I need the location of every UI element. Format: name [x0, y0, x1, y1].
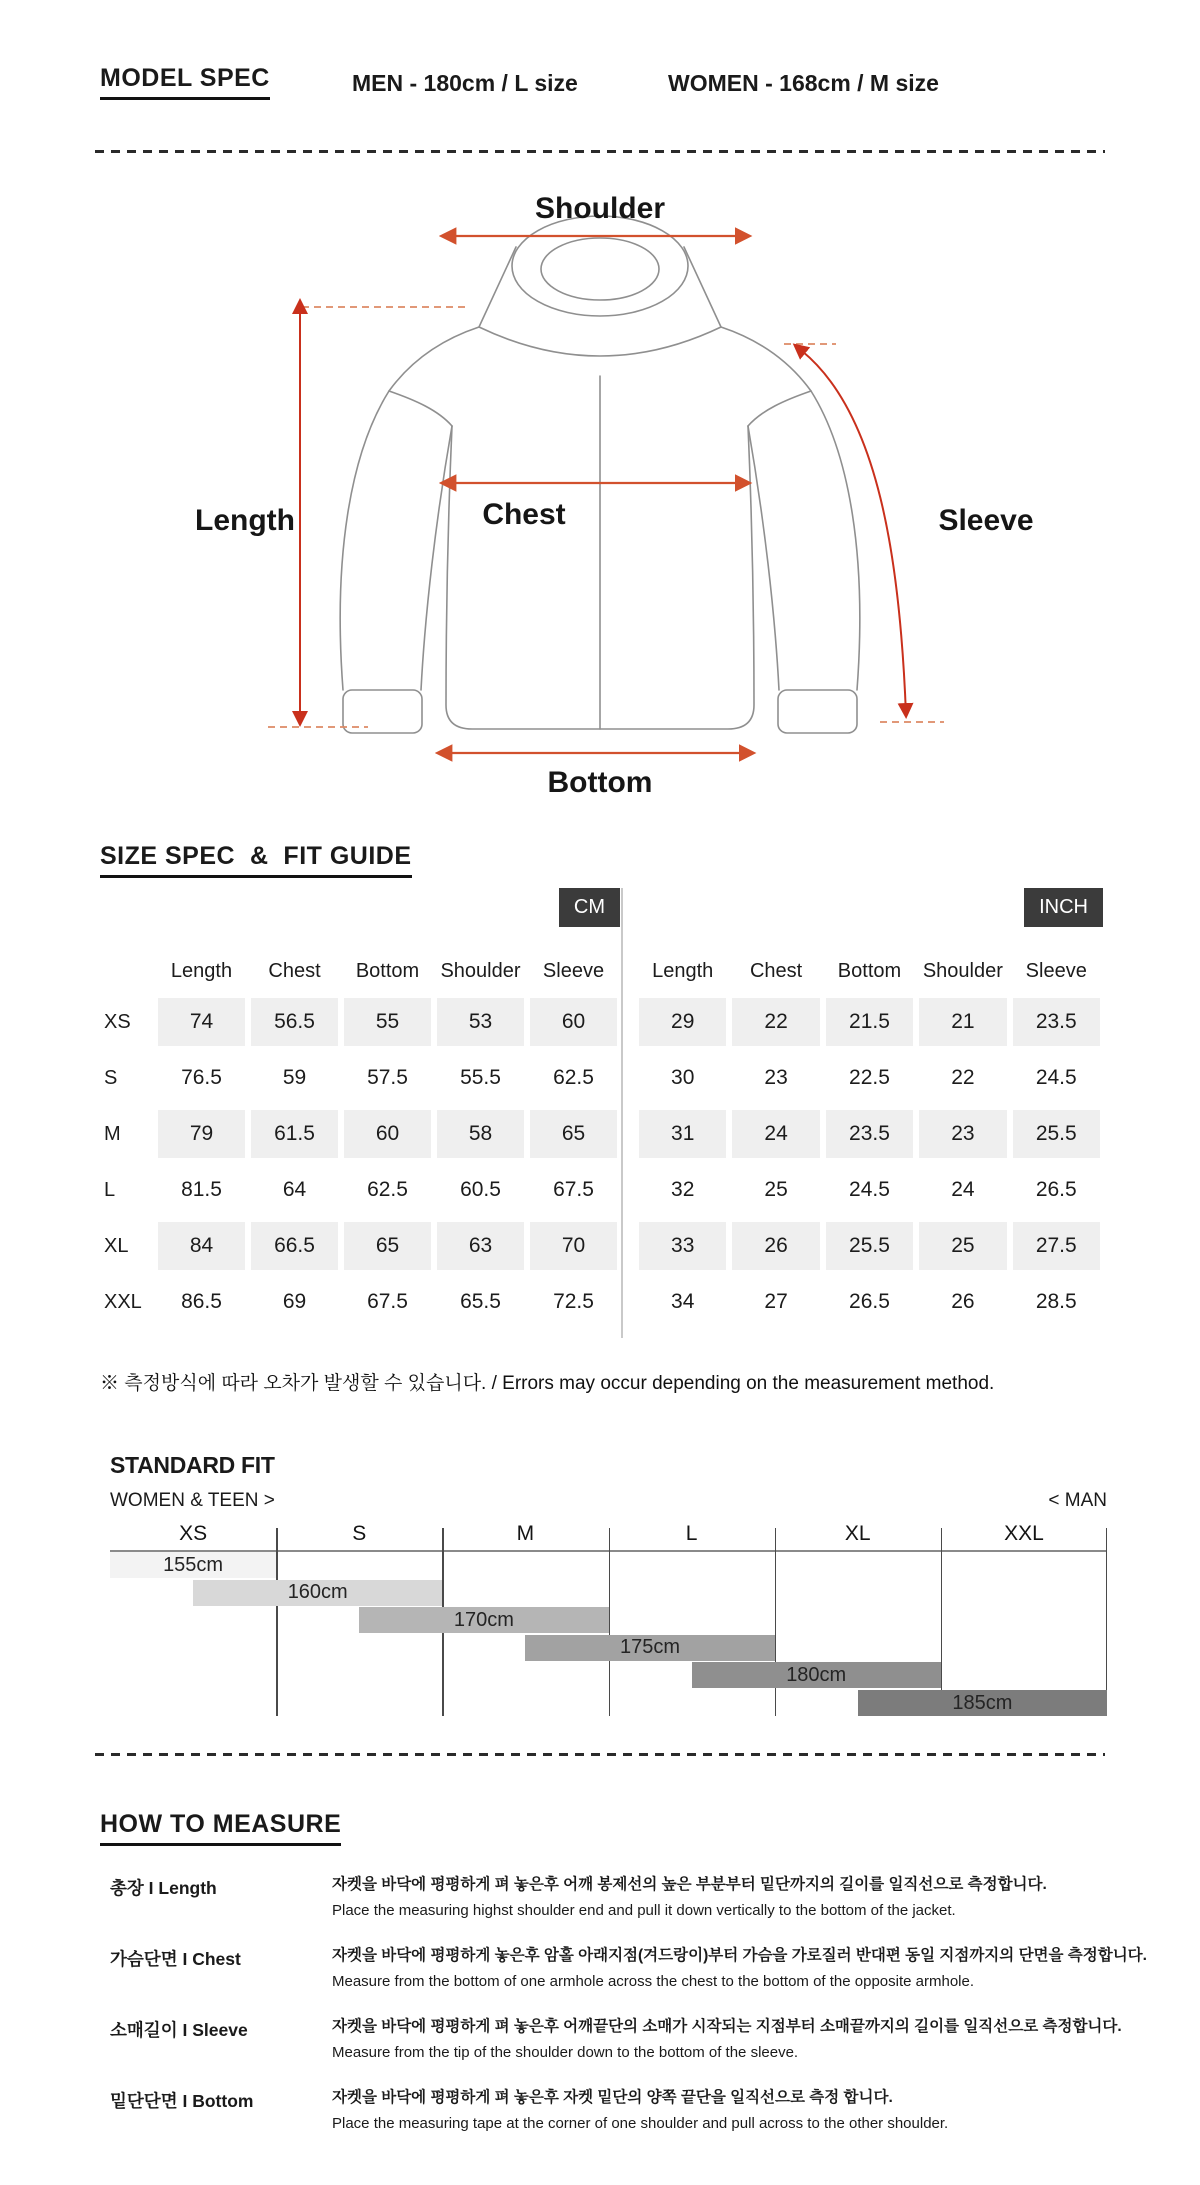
cell-value: 60 [344, 1110, 431, 1158]
cell-value: 60.5 [460, 1178, 501, 1201]
cell-value: 60 [530, 998, 617, 1046]
how-to-measure-title: HOW TO MEASURE [100, 1810, 341, 1846]
table-cell [527, 1106, 620, 1162]
cell-value: 27 [764, 1290, 788, 1313]
cell-value: 57.5 [367, 1066, 408, 1089]
table-row [100, 1050, 620, 1106]
table-cell [434, 1218, 527, 1274]
table-cell [248, 1218, 341, 1274]
men-spec: MEN - 180cm / L size [352, 70, 578, 96]
table-cell [823, 1162, 916, 1218]
table-cell [527, 1218, 620, 1274]
table-row [100, 1162, 620, 1218]
size-label: L [104, 1178, 116, 1201]
table-cell [729, 1050, 822, 1106]
fit-size-label: XL [844, 1522, 871, 1545]
cell-value: 55.5 [460, 1066, 501, 1089]
table-cell [341, 1274, 434, 1330]
cell-value: 25.5 [1013, 1110, 1100, 1158]
cell-value: 61.5 [251, 1110, 338, 1158]
model-spec-header [100, 64, 270, 100]
fit-bar-label: 180cm [786, 1663, 847, 1686]
inch-table-body [636, 994, 1103, 1330]
inch-unit-badge: INCH [1024, 888, 1103, 927]
cell-value: 23 [919, 1110, 1006, 1158]
column-header: Bottom [355, 959, 420, 982]
table-row [100, 1106, 620, 1162]
cell-value: 67.5 [553, 1178, 594, 1201]
column-header: Shoulder [440, 959, 521, 982]
table-cell [1010, 1106, 1103, 1162]
table-cell [155, 1106, 248, 1162]
table-cell [341, 1050, 434, 1106]
cell-value: 72.5 [553, 1290, 594, 1313]
cell-value: 22.5 [849, 1066, 890, 1089]
table-cell [823, 1218, 916, 1274]
table-cell [1010, 1218, 1103, 1274]
table-cell [729, 1218, 822, 1274]
measure-row-sleeve [110, 2014, 1190, 2066]
table-cell [248, 1050, 341, 1106]
measure-label: 가슴단면 I Chest [110, 1948, 241, 1969]
column-header: Length [652, 959, 714, 982]
cell-value: 55 [344, 998, 431, 1046]
measure-label: 밑단단면 I Bottom [110, 2090, 254, 2111]
cell-value: 26.5 [849, 1290, 890, 1313]
cm-badge-row [100, 888, 620, 948]
cell-value: 23.5 [1013, 998, 1100, 1046]
table-cell [636, 1050, 729, 1106]
size-label: XS [104, 1010, 131, 1033]
jacket-measure-diagram [100, 178, 1100, 818]
cell-value: 53 [437, 998, 524, 1046]
table-row [636, 1050, 1103, 1106]
measure-guide [110, 1872, 1190, 2155]
table-cell [527, 1050, 620, 1106]
measure-ko-text: 자켓을 바닥에 평평하게 펴 놓은후 어깨끝단의 소매가 시작되는 지점부터 소매끝까지의 길이를 일직선으로 측정합니다. [332, 2017, 1122, 2035]
cell-value: 26 [732, 1222, 819, 1270]
measure-label: 소매길이 I Sleeve [110, 2019, 248, 2040]
table-cell [916, 1218, 1009, 1274]
table-cell [729, 1274, 822, 1330]
cell-value: 25 [919, 1222, 1006, 1270]
fit-bar [110, 1552, 276, 1578]
table-cell [823, 1106, 916, 1162]
cell-value: 25.5 [826, 1222, 913, 1270]
table-cell [823, 1274, 916, 1330]
table-cell [248, 1106, 341, 1162]
bottom-label: Bottom [547, 766, 653, 799]
cell-value: 86.5 [181, 1290, 222, 1313]
table-row [636, 1162, 1103, 1218]
cell-value: 24.5 [1035, 1066, 1077, 1089]
table-cell [155, 994, 248, 1050]
cell-value: 31 [639, 1110, 726, 1158]
size-spec-heading-wrap [100, 842, 412, 878]
measure-row-length [110, 1872, 1190, 1924]
fit-size-label: XS [179, 1522, 208, 1545]
how-to-measure-heading-wrap [100, 1810, 341, 1846]
table-cell [729, 1106, 822, 1162]
table-cell [341, 1106, 434, 1162]
cell-value: 66.5 [251, 1222, 338, 1270]
table-cell [1010, 1162, 1103, 1218]
jacket-outline [340, 216, 860, 733]
size-spec-title: SIZE SPEC & FIT GUIDE [100, 842, 412, 878]
table-cell [1010, 994, 1103, 1050]
measure-annotations [195, 192, 1034, 799]
corner-cell [100, 948, 155, 994]
cell-value: 21 [919, 998, 1006, 1046]
fit-bar-label: 170cm [453, 1608, 514, 1631]
table-row [100, 994, 620, 1050]
cell-value: 84 [158, 1222, 245, 1270]
measure-row-bottom [110, 2085, 1190, 2137]
fit-size-label: L [685, 1522, 698, 1545]
inch-table-head [636, 948, 1103, 994]
table-cell [434, 1274, 527, 1330]
table-cell [636, 1218, 729, 1274]
cell-value: 33 [639, 1222, 726, 1270]
cell-value: 62.5 [553, 1066, 594, 1089]
table-row [636, 994, 1103, 1050]
women-spec: WOMEN - 168cm / M size [668, 70, 939, 96]
cell-value: 76.5 [181, 1066, 222, 1089]
cell-value: 24 [732, 1110, 819, 1158]
table-cell [823, 994, 916, 1050]
column-header: Sleeve [1025, 959, 1087, 982]
length-label: Length [195, 504, 295, 537]
cm-table-head [100, 948, 620, 994]
table-cell [341, 1162, 434, 1218]
table-cell [527, 994, 620, 1050]
inch-badge-row [636, 888, 1103, 948]
column-header: Bottom [837, 959, 902, 982]
cell-value: 74 [158, 998, 245, 1046]
fit-grid-line [941, 1528, 943, 1716]
fit-bar [193, 1580, 442, 1606]
table-cell [916, 1106, 1009, 1162]
column-header: Shoulder [922, 959, 1003, 982]
fit-bar-label: 185cm [952, 1691, 1013, 1714]
table-row [636, 1106, 1103, 1162]
measurement-note: ※ 측정방식에 따라 오차가 발생할 수 있습니다. / Errors may occur depending on the measurement method. [100, 1373, 995, 1394]
table-row [636, 1274, 1103, 1330]
cell-value: 58 [437, 1110, 524, 1158]
cell-value: 22 [951, 1066, 975, 1089]
cell-value: 63 [437, 1222, 524, 1270]
table-cell [823, 1050, 916, 1106]
fit-right-label: < MAN [1048, 1490, 1107, 1511]
cell-value: 79 [158, 1110, 245, 1158]
measure-en-text: Place the measuring highst shoulder end and pull it down vertically to the bottom of the jacket. [332, 1902, 956, 1920]
size-label: M [104, 1122, 121, 1145]
model-spec-title: MODEL SPEC [100, 64, 270, 100]
cell-value: 81.5 [181, 1178, 222, 1201]
column-header: Chest [268, 959, 321, 982]
cell-value: 65 [344, 1222, 431, 1270]
size-label: XL [104, 1234, 129, 1257]
fit-left-label: WOMEN & TEEN > [110, 1490, 275, 1511]
cell-value: 26.5 [1035, 1178, 1077, 1201]
table-cell [636, 1162, 729, 1218]
measure-label: 총장 I Length [110, 1878, 217, 1898]
cell-value: 25 [764, 1178, 788, 1201]
cell-value: 34 [671, 1290, 695, 1313]
table-row [100, 1218, 620, 1274]
fit-bar [359, 1607, 608, 1633]
cell-value: 30 [671, 1066, 695, 1089]
fit-grid-line [276, 1528, 278, 1716]
measure-row-chest [110, 1943, 1190, 1995]
cell-value: 70 [530, 1222, 617, 1270]
table-cell [155, 1050, 248, 1106]
fit-bar [525, 1635, 774, 1661]
table-cell [248, 994, 341, 1050]
sleeve-arrow [802, 351, 906, 715]
table-cell [434, 994, 527, 1050]
fit-size-label: S [352, 1522, 367, 1545]
table-cell [916, 1162, 1009, 1218]
table-cell [248, 1162, 341, 1218]
cell-value: 21.5 [826, 998, 913, 1046]
cell-value: 65.5 [460, 1290, 501, 1313]
table-cell [1010, 1274, 1103, 1330]
table-vertical-divider [621, 888, 623, 1338]
measure-en-text: Measure from the tip of the shoulder down to the bottom of the sleeve. [332, 2044, 799, 2062]
fit-size-label: XXL [1004, 1522, 1044, 1545]
cm-table [100, 888, 620, 1330]
table-cell [1010, 1050, 1103, 1106]
measure-ko-text: 자켓을 바닥에 평평하게 펴 놓은후 어깨 봉제선의 높은 부분부터 밑단까지의 길이를 일직선으로 측정합니다. [332, 1876, 1047, 1893]
table-cell [341, 1218, 434, 1274]
measure-ko-text: 자켓을 바닥에 평평하게 펴 놓은후 자켓 밑단의 양쪽 끝단을 일직선으로 측정 합니다. [332, 2088, 893, 2106]
cell-value: 22 [732, 998, 819, 1046]
table-cell [155, 1274, 248, 1330]
cell-value: 29 [639, 998, 726, 1046]
column-header: Chest [749, 959, 803, 982]
chest-label: Chest [482, 498, 566, 531]
fit-grid-line [609, 1528, 611, 1716]
cm-unit-badge: CM [559, 888, 620, 927]
table-cell [636, 994, 729, 1050]
table-cell [729, 1162, 822, 1218]
cell-value: 24 [951, 1178, 975, 1201]
cell-value: 64 [282, 1178, 307, 1201]
cell-value: 67.5 [367, 1290, 408, 1313]
column-header: Sleeve [542, 959, 605, 982]
cell-value: 62.5 [367, 1178, 408, 1201]
dashed-divider-top [95, 150, 1105, 153]
table-cell [527, 1274, 620, 1330]
fit-bar-label: 155cm [163, 1553, 224, 1576]
table-cell [434, 1106, 527, 1162]
fit-grid-line [1106, 1528, 1108, 1716]
cell-value: 26 [951, 1290, 975, 1313]
table-cell [636, 1274, 729, 1330]
cell-value: 56.5 [251, 998, 338, 1046]
fit-bar-label: 160cm [287, 1581, 348, 1604]
column-header: Length [170, 959, 233, 982]
measure-en-text: Measure from the bottom of one armhole across the chest to the bottom of the opposite armhole. [332, 1973, 975, 1991]
fit-bar [858, 1690, 1107, 1716]
table-cell [155, 1162, 248, 1218]
table-cell [155, 1218, 248, 1274]
cell-value: 27.5 [1013, 1222, 1100, 1270]
cell-value: 23 [764, 1066, 788, 1089]
table-row [100, 1274, 620, 1330]
table-row [636, 1218, 1103, 1274]
table-cell [916, 1274, 1009, 1330]
cell-value: 23.5 [826, 1110, 913, 1158]
table-cell [636, 1106, 729, 1162]
standard-fit-title: STANDARD FIT [110, 1452, 275, 1478]
measure-en-text: Place the measuring tape at the corner of one shoulder and pull across to the other shoulder. [332, 2114, 949, 2132]
cm-table-body [100, 994, 620, 1330]
table-cell [341, 994, 434, 1050]
cell-value: 28.5 [1035, 1290, 1077, 1313]
fit-size-label: M [516, 1522, 535, 1545]
fit-chart [110, 1522, 1107, 1720]
cell-value: 32 [671, 1178, 695, 1201]
inch-table [636, 888, 1103, 1330]
cell-value: 65 [530, 1110, 617, 1158]
shoulder-label: Shoulder [534, 192, 666, 225]
table-cell [434, 1050, 527, 1106]
dashed-divider-bottom [95, 1753, 1105, 1756]
sleeve-label: Sleeve [938, 504, 1034, 537]
fit-bar-label: 175cm [620, 1636, 681, 1659]
table-cell [916, 1050, 1009, 1106]
table-cell [729, 994, 822, 1050]
table-cell [434, 1162, 527, 1218]
cell-value: 24.5 [849, 1178, 890, 1201]
table-cell [916, 994, 1009, 1050]
table-cell [527, 1162, 620, 1218]
measure-ko-text: 자켓을 바닥에 평평하게 놓은후 암홀 아래지점(겨드랑이)부터 가슴을 가로질러 반대편 동일 지점까지의 단면을 측정합니다. [332, 1946, 1147, 1964]
size-label: S [104, 1066, 118, 1089]
size-label: XXL [104, 1290, 142, 1313]
cell-value: 59 [282, 1066, 307, 1089]
fit-bar [692, 1662, 941, 1688]
table-cell [248, 1274, 341, 1330]
cell-value: 69 [282, 1290, 307, 1313]
